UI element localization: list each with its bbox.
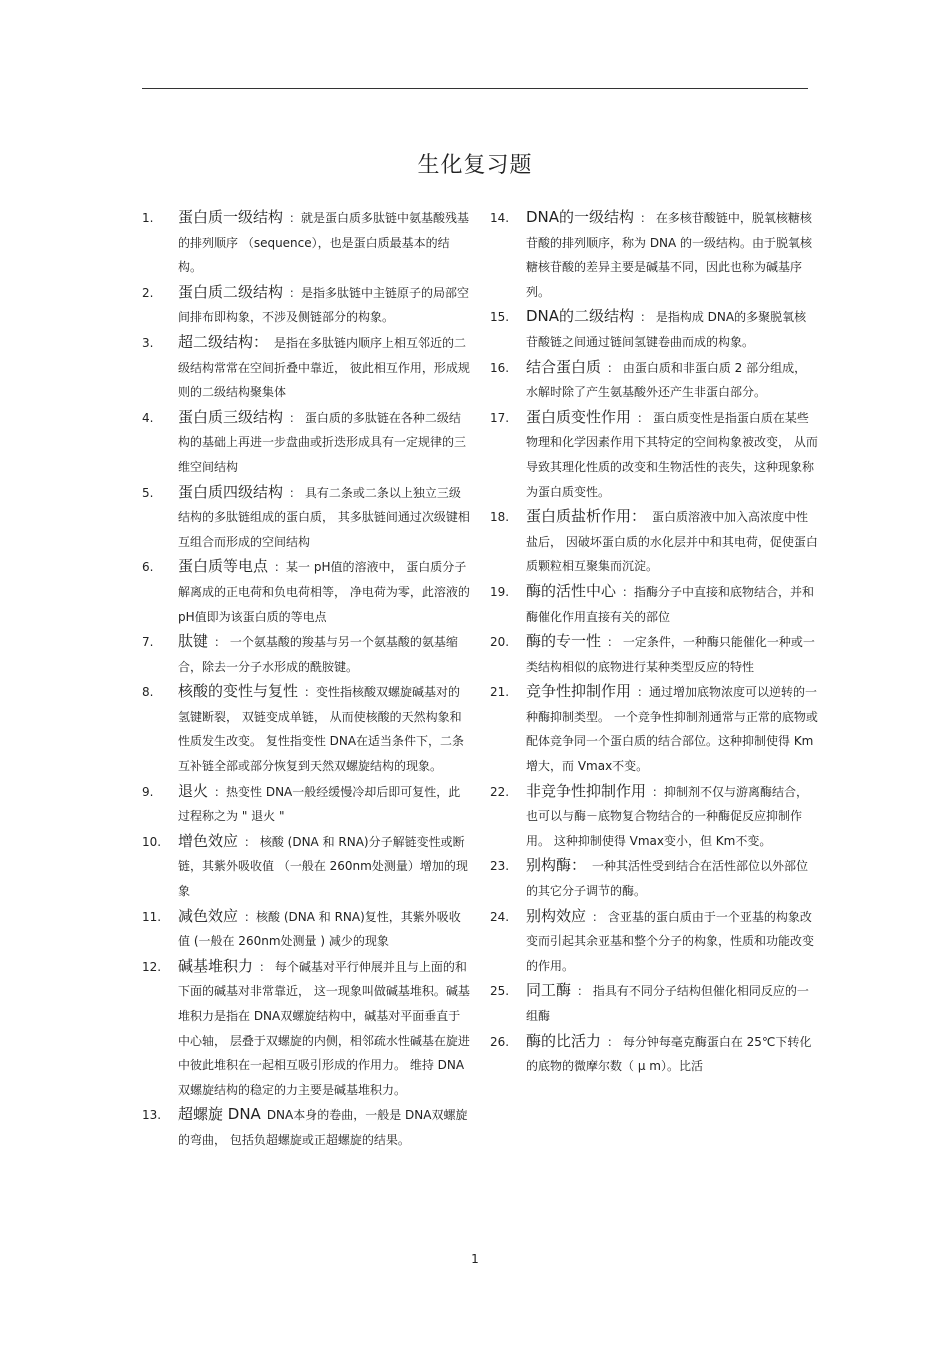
entry-number: 2. bbox=[142, 285, 154, 300]
definition-entry bbox=[142, 954, 470, 1103]
entry-term: 酶的活性中心 bbox=[526, 581, 617, 600]
entry-term: 蛋白质一级结构 bbox=[178, 208, 284, 226]
definition-entry bbox=[490, 355, 818, 405]
entry-number: 23. bbox=[490, 859, 510, 874]
right-column bbox=[490, 205, 818, 1079]
entry-definition: ：某一 pH值的溶液中， 蛋白质分子解离成的正电荷和负电荷相等， 净电荷为零，此溶液的 pH值即为该蛋白质的等电点 bbox=[178, 560, 470, 624]
entry-term: 酶的专一性 bbox=[526, 632, 602, 651]
definition-entry bbox=[142, 480, 470, 555]
entry-term: 碱基堆积力 bbox=[178, 956, 254, 975]
page-number: 1 bbox=[471, 1252, 479, 1266]
entry-term: 蛋白质三级结构 bbox=[178, 407, 284, 426]
entry-number: 26. bbox=[490, 1034, 510, 1049]
entry-definition: ： 蛋白质变性是指蛋白质在某些物理和化学因素作用下其特定的空间构象被改变， 从而导致其理化性质的改变和生物活性的丧失，这种现象称为蛋白质变性。 bbox=[526, 410, 818, 499]
entry-number: 18. bbox=[490, 510, 510, 525]
definition-entry bbox=[490, 405, 818, 504]
definition-entry bbox=[142, 679, 470, 778]
definition-entry bbox=[142, 330, 470, 405]
entry-definition: ： 具有二条或二条以上独立三级结构的多肽链组成的蛋白质， 其多肽链间通过次级键相互组合而形成的空间结构 bbox=[178, 485, 470, 549]
entry-term: 蛋白质四级结构 bbox=[178, 482, 284, 501]
entry-definition: ： 一定条件，一种酶只能催化一种或一类结构相似的底物进行某种类型反应的特性 bbox=[526, 635, 815, 674]
entry-term: 非竞争性抑制作用 bbox=[526, 781, 647, 800]
definition-entry bbox=[490, 579, 818, 629]
entry-number: 17. bbox=[490, 410, 510, 425]
entry-definition: ： 蛋白质的多肽链在各种二级结构的基础上再进一步盘曲或折迭形成具有一定规律的三维空间结构 bbox=[178, 410, 467, 474]
definition-entry bbox=[142, 405, 470, 480]
entry-definition: ：热变性 DNA一般经缓慢冷却后即可复性，此过程称之为 " 退火 " bbox=[178, 784, 461, 824]
entry-term: 同工酶 bbox=[526, 981, 572, 1000]
entry-term: DNA的二级结构 bbox=[526, 307, 635, 326]
entry-term: DNA的一级结构 bbox=[526, 208, 635, 226]
entry-number: 8. bbox=[142, 685, 154, 700]
entry-definition: ： 指具有不同分子结构但催化相同反应的一组酶 bbox=[526, 984, 809, 1023]
entry-term: 结合蛋白质 bbox=[526, 357, 602, 376]
definition-entry bbox=[142, 829, 470, 904]
header-rule bbox=[142, 88, 808, 89]
entry-number: 20. bbox=[490, 635, 510, 650]
entry-term: 别构效应 bbox=[526, 906, 587, 925]
entry-definition: ： 含亚基的蛋白质由于一个亚基的构象改变而引起其余亚基和整个分子的构象，性质和功能改变的作用。 bbox=[526, 909, 815, 973]
entry-term: 超二级结构： bbox=[178, 332, 269, 351]
entry-term: 核酸的变性与复性 bbox=[178, 682, 299, 701]
entry-number: 12. bbox=[142, 959, 162, 974]
entry-term: 蛋白质盐析作用： bbox=[526, 507, 647, 526]
entry-definition: ： 是指构成 DNA的多聚脱氧核苷酸链之间通过链间氢键卷曲而成的构象。 bbox=[526, 310, 807, 349]
entry-term: 酶的比活力 bbox=[526, 1031, 602, 1050]
definition-entry bbox=[490, 978, 818, 1028]
entry-definition: ： 在多核苷酸链中，脱氧核糖核苷酸的排列顺序，称为 DNA 的一级结构。由于脱氧核糖核苷酸的差异主要是碱基不同，因此也称为碱基序列。 bbox=[526, 211, 813, 299]
entry-definition: ： 每个碱基对平行伸展并且与上面的和下面的碱基对非常靠近， 这一现象叫做碱基堆积。碱基堆积力是指在 DNA双螺旋结构中，碱基对平面垂直于中心轴， 层叠于双螺旋的内侧，相邻疏水性碱基在旋进中彼此堆积在一起相互吸引形成的作用力。 维持 DNA双螺旋结构的稳定的力主要是碱基堆积力。 bbox=[178, 959, 470, 1097]
definition-entry bbox=[490, 779, 818, 854]
entry-number: 9. bbox=[142, 784, 154, 799]
entry-number: 7. bbox=[142, 635, 154, 650]
definition-entry bbox=[142, 205, 470, 280]
entry-number: 6. bbox=[142, 560, 154, 575]
entry-number: 3. bbox=[142, 335, 154, 350]
definition-entry bbox=[490, 205, 818, 304]
entry-term: 竞争性抑制作用 bbox=[526, 682, 632, 701]
definition-entry bbox=[490, 1029, 818, 1079]
entry-term: 蛋白质变性作用 bbox=[526, 407, 632, 426]
entry-term: 肽键 bbox=[178, 632, 209, 651]
definition-entry bbox=[142, 779, 470, 829]
entry-term: 增色效应 bbox=[178, 831, 239, 850]
definition-entry bbox=[490, 304, 818, 354]
entry-number: 19. bbox=[490, 584, 510, 599]
entry-definition: ：通过增加底物浓度可以逆转的一种酶抑制类型。 一个竞争性抑制剂通常与正常的底物或配体竞争同一个蛋白质的结合部位。这种抑制使得 Km增大，而 Vmax不变。 bbox=[526, 685, 818, 774]
entry-number: 13. bbox=[142, 1108, 162, 1123]
entry-number: 10. bbox=[142, 834, 162, 849]
entry-definition: ：是指多肽链中主链原子的局部空间排布即构象，不涉及侧链部分的构象。 bbox=[178, 285, 470, 325]
entry-definition: ： 每分钟每毫克酶蛋白在 25℃下转化的底物的微摩尔数（ μ m）。比活 bbox=[526, 1034, 812, 1074]
entry-number: 11. bbox=[142, 909, 162, 924]
entry-number: 22. bbox=[490, 784, 510, 799]
entry-term: 蛋白质等电点 bbox=[178, 557, 269, 576]
entry-number: 15. bbox=[490, 310, 510, 325]
definition-entry bbox=[142, 629, 470, 679]
definition-entry bbox=[490, 629, 818, 679]
entry-number: 21. bbox=[490, 685, 510, 700]
entry-definition: ：指酶分子中直接和底物结合，并和酶催化作用直接有关的部位 bbox=[526, 584, 815, 624]
entry-term: 别构酶： bbox=[526, 856, 587, 875]
entry-definition: 一种其活性受到结合在活性部位以外部位的其它分子调节的酶。 bbox=[526, 859, 809, 899]
entry-number: 24. bbox=[490, 909, 510, 924]
entry-term: 退火 bbox=[178, 781, 209, 800]
entry-number: 14. bbox=[490, 211, 510, 225]
definition-entry bbox=[142, 1102, 470, 1152]
entry-definition: ： 由蛋白质和非蛋白质 2 部分组成，水解时除了产生氨基酸外还产生非蛋白部分。 bbox=[526, 360, 807, 400]
entry-definition: ： 一个氨基酸的羧基与另一个氨基酸的氨基缩合，除去一分子水形成的酰胺键。 bbox=[178, 635, 458, 674]
definition-entry bbox=[490, 853, 818, 903]
left-column bbox=[142, 205, 470, 1153]
entry-definition: DNA本身的卷曲，一般是 DNA双螺旋的弯曲， 包括负超螺旋或正超螺旋的结果。 bbox=[178, 1108, 468, 1147]
definition-entry bbox=[142, 280, 470, 330]
entry-definition: 是指在多肽链内顺序上相互邻近的二级结构常常在空间折叠中靠近， 彼此相互作用，形成规则的二级结构聚集体 bbox=[178, 335, 470, 400]
entry-definition: ：抑制剂不仅与游离酶结合，也可以与酶－底物复合物结合的一种酶促反应抑制作用。 这种抑制使得 Vmax变小，但 Km不变。 bbox=[526, 784, 809, 848]
entry-definition: 蛋白质溶液中加入高浓度中性盐后， 因破坏蛋白质的水化层并中和其电荷，促使蛋白质颗粒相互聚集而沉淀。 bbox=[526, 510, 818, 574]
entry-definition: ：核酸 (DNA 和 RNA)复性，其紫外吸收值 (一般在 260nm处测量 ) 减少的现象 bbox=[178, 909, 461, 949]
entry-number: 1. bbox=[142, 211, 154, 225]
definition-entry bbox=[490, 504, 818, 579]
entry-number: 5. bbox=[142, 485, 154, 500]
definition-entry bbox=[142, 904, 470, 954]
definition-entry bbox=[490, 679, 818, 778]
entry-term: 超螺旋 DNA bbox=[178, 1105, 261, 1124]
entry-term: 减色效应 bbox=[178, 906, 239, 925]
entry-number: 25. bbox=[490, 984, 510, 999]
entry-term: 蛋白质二级结构 bbox=[178, 282, 284, 301]
entry-definition: ： 核酸 (DNA 和 RNA)分子解链变性或断链，其紫外吸收值 （一般在 260nm处测量）增加的现象 bbox=[178, 834, 468, 899]
page-title: 生化复习题 bbox=[417, 153, 533, 178]
definition-entry bbox=[142, 554, 470, 629]
entry-number: 4. bbox=[142, 410, 154, 425]
definition-entry bbox=[490, 904, 818, 979]
entry-definition: ：变性指核酸双螺旋碱基对的氢键断裂， 双链变成单链， 从而使核酸的天然构象和性质发生改变。 复性指变性 DNA在适当条件下，二条互补链全部或部分恢复到天然双螺旋结构的现象。 bbox=[178, 685, 465, 774]
entry-number: 16. bbox=[490, 360, 510, 375]
entry-definition: ：就是蛋白质多肽链中氨基酸残基的排列顺序 （sequence），也是蛋白质最基本的结构。 bbox=[178, 211, 470, 275]
